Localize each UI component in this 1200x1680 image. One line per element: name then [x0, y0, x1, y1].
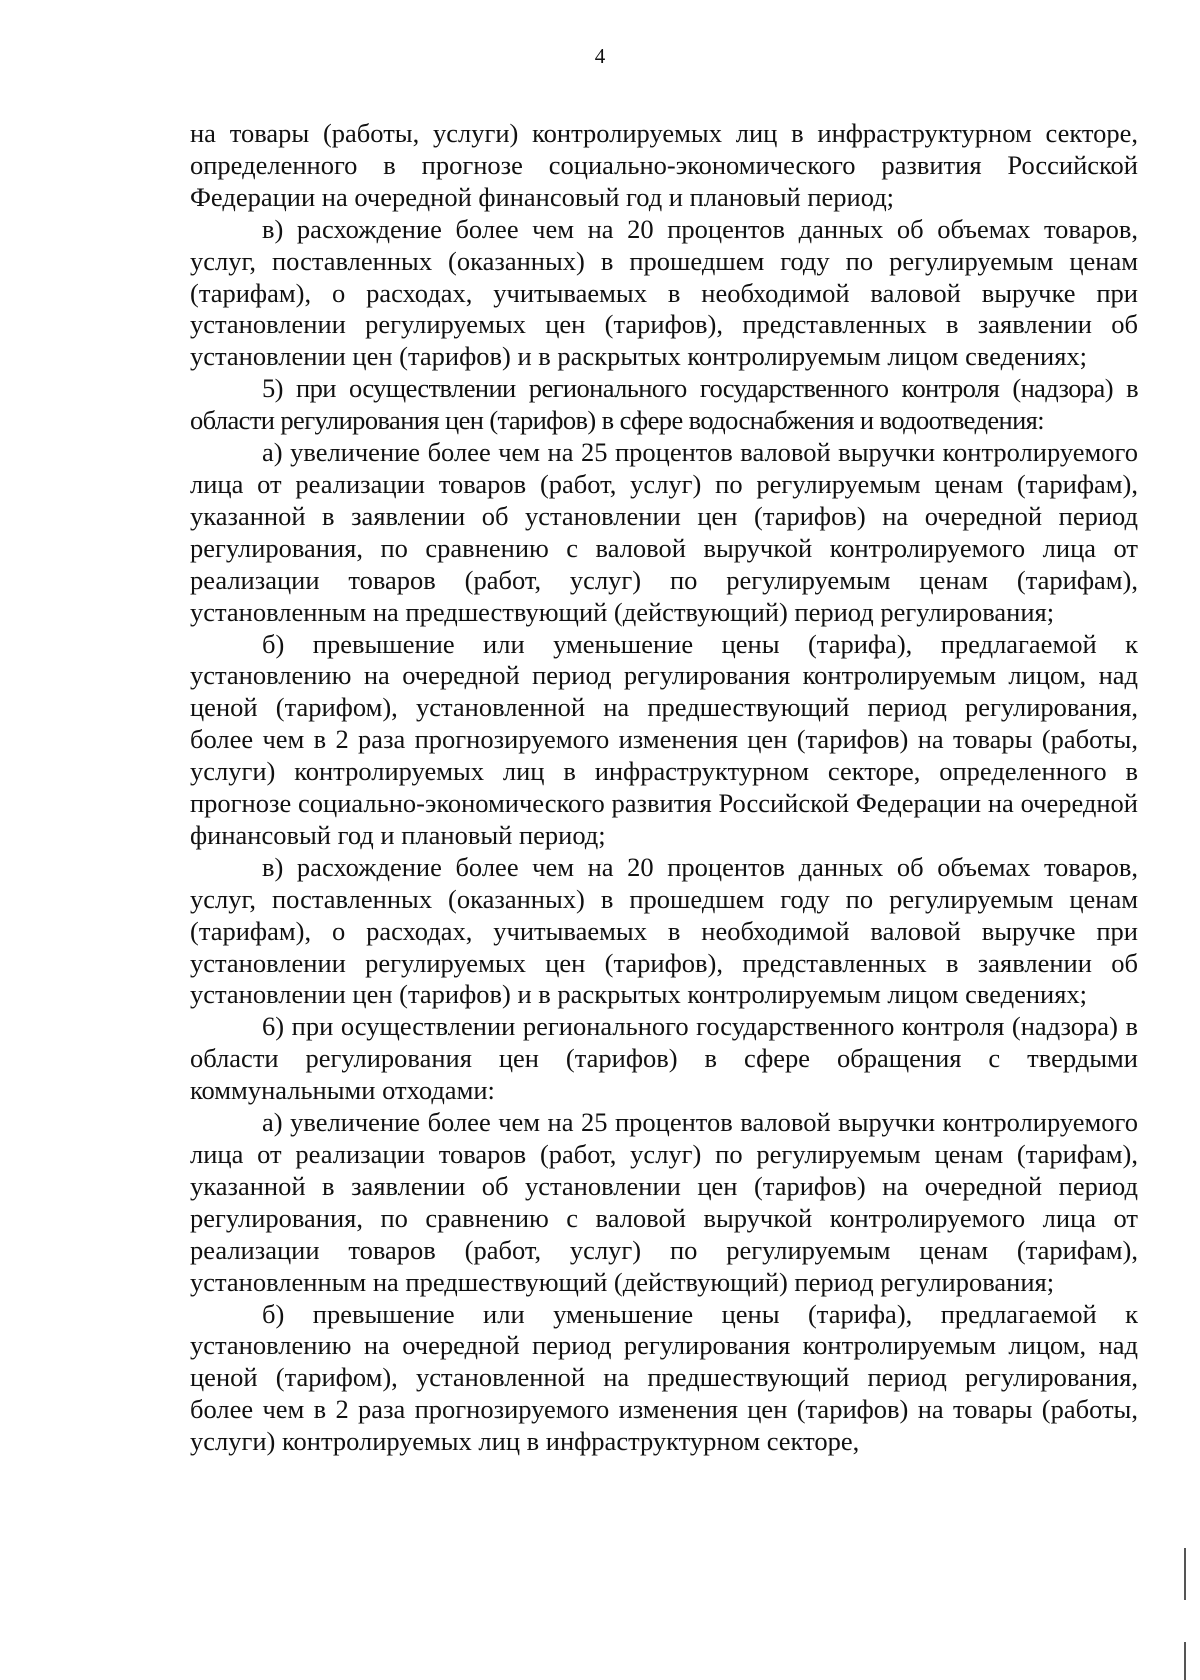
- paragraph: б) превышение или уменьшение цены (тарифа), предлагаемой к установлению на очередной период регулирования контролируемым лицом, над ценой (тарифом), установленной на предшествующий период регулирования, более чем в 2 раза прогнозируемого изменения цен (тарифов) на товары (работы, услуги) контролируемых лиц в инфраструктурном секторе,: [190, 1298, 1138, 1457]
- document-body: [190, 118, 1138, 1458]
- scan-edge-mark: [1184, 1548, 1186, 1600]
- paragraph: б) превышение или уменьшение цены (тарифа), предлагаемой к установлению на очередной период регулирования контролируемым лицом, над ценой (тарифом), установленной на предшествующий период регулирования, более чем в 2 раза прогнозируемого изменения цен (тарифов) на товары (работы, услуги) контролируемых лиц в инфраструктурном секторе, определенного в прогнозе социально-экономического развития Российской Федерации на очередной финансовый год и плановый период;: [190, 628, 1138, 850]
- page-number: 4: [594, 44, 606, 68]
- paragraph: в) расхождение более чем на 20 процентов данных об объемах товаров, услуг, поставленных (оказанных) в прошедшем году по регулируемым ценам (тарифам), о расходах, учитываемых в необходимой валовой выручке при установлении регулируемых цен (тарифов), представленных в заявлении об установлении цен (тарифов) и в раскрытых контролируемым лицом сведениях;: [190, 851, 1138, 1010]
- scan-edge-mark: [1184, 1642, 1186, 1680]
- paragraph: 6) при осуществлении регионального государственного контроля (надзора) в области регулирования цен (тарифов) в сфере обращения с твердыми коммунальными отходами:: [190, 1011, 1138, 1106]
- paragraph: на товары (работы, услуги) контролируемых лиц в инфраструктурном секторе, определенного в прогнозе социально-экономического развития Российской Федерации на очередной финансовый год и плановый период;: [190, 118, 1138, 212]
- paragraph: в) расхождение более чем на 20 процентов данных об объемах товаров, услуг, поставленных (оказанных) в прошедшем году по регулируемым ценам (тарифам), о расходах, учитываемых в необходимой валовой выручке при установлении регулируемых цен (тарифов), представленных в заявлении об установлении цен (тарифов) и в раскрытых контролируемым лицом сведениях;: [190, 213, 1138, 372]
- paragraph: 5) при осуществлении регионального государственного контроля (надзора) в области регулирования цен (тарифов) в сфере водоснабжения и водоотведения:: [190, 373, 1138, 436]
- paragraph: а) увеличение более чем на 25 процентов валовой выручки контролируемого лица от реализации товаров (работ, услуг) по регулируемым ценам (тарифам), указанной в заявлении об установлении цен (тарифов) на очередной период регулирования, по сравнению с валовой выручкой контролируемого лица от реализации товаров (работ, услуг) по регулируемым ценам (тарифам), установленным на предшествующий (действующий) период регулирования;: [190, 437, 1138, 627]
- paragraph: а) увеличение более чем на 25 процентов валовой выручки контролируемого лица от реализации товаров (работ, услуг) по регулируемым ценам (тарифам), указанной в заявлении об установлении цен (тарифов) на очередной период регулирования, по сравнению с валовой выручкой контролируемого лица от реализации товаров (работ, услуг) по регулируемым ценам (тарифам), установленным на предшествующий (действующий) период регулирования;: [190, 1107, 1138, 1297]
